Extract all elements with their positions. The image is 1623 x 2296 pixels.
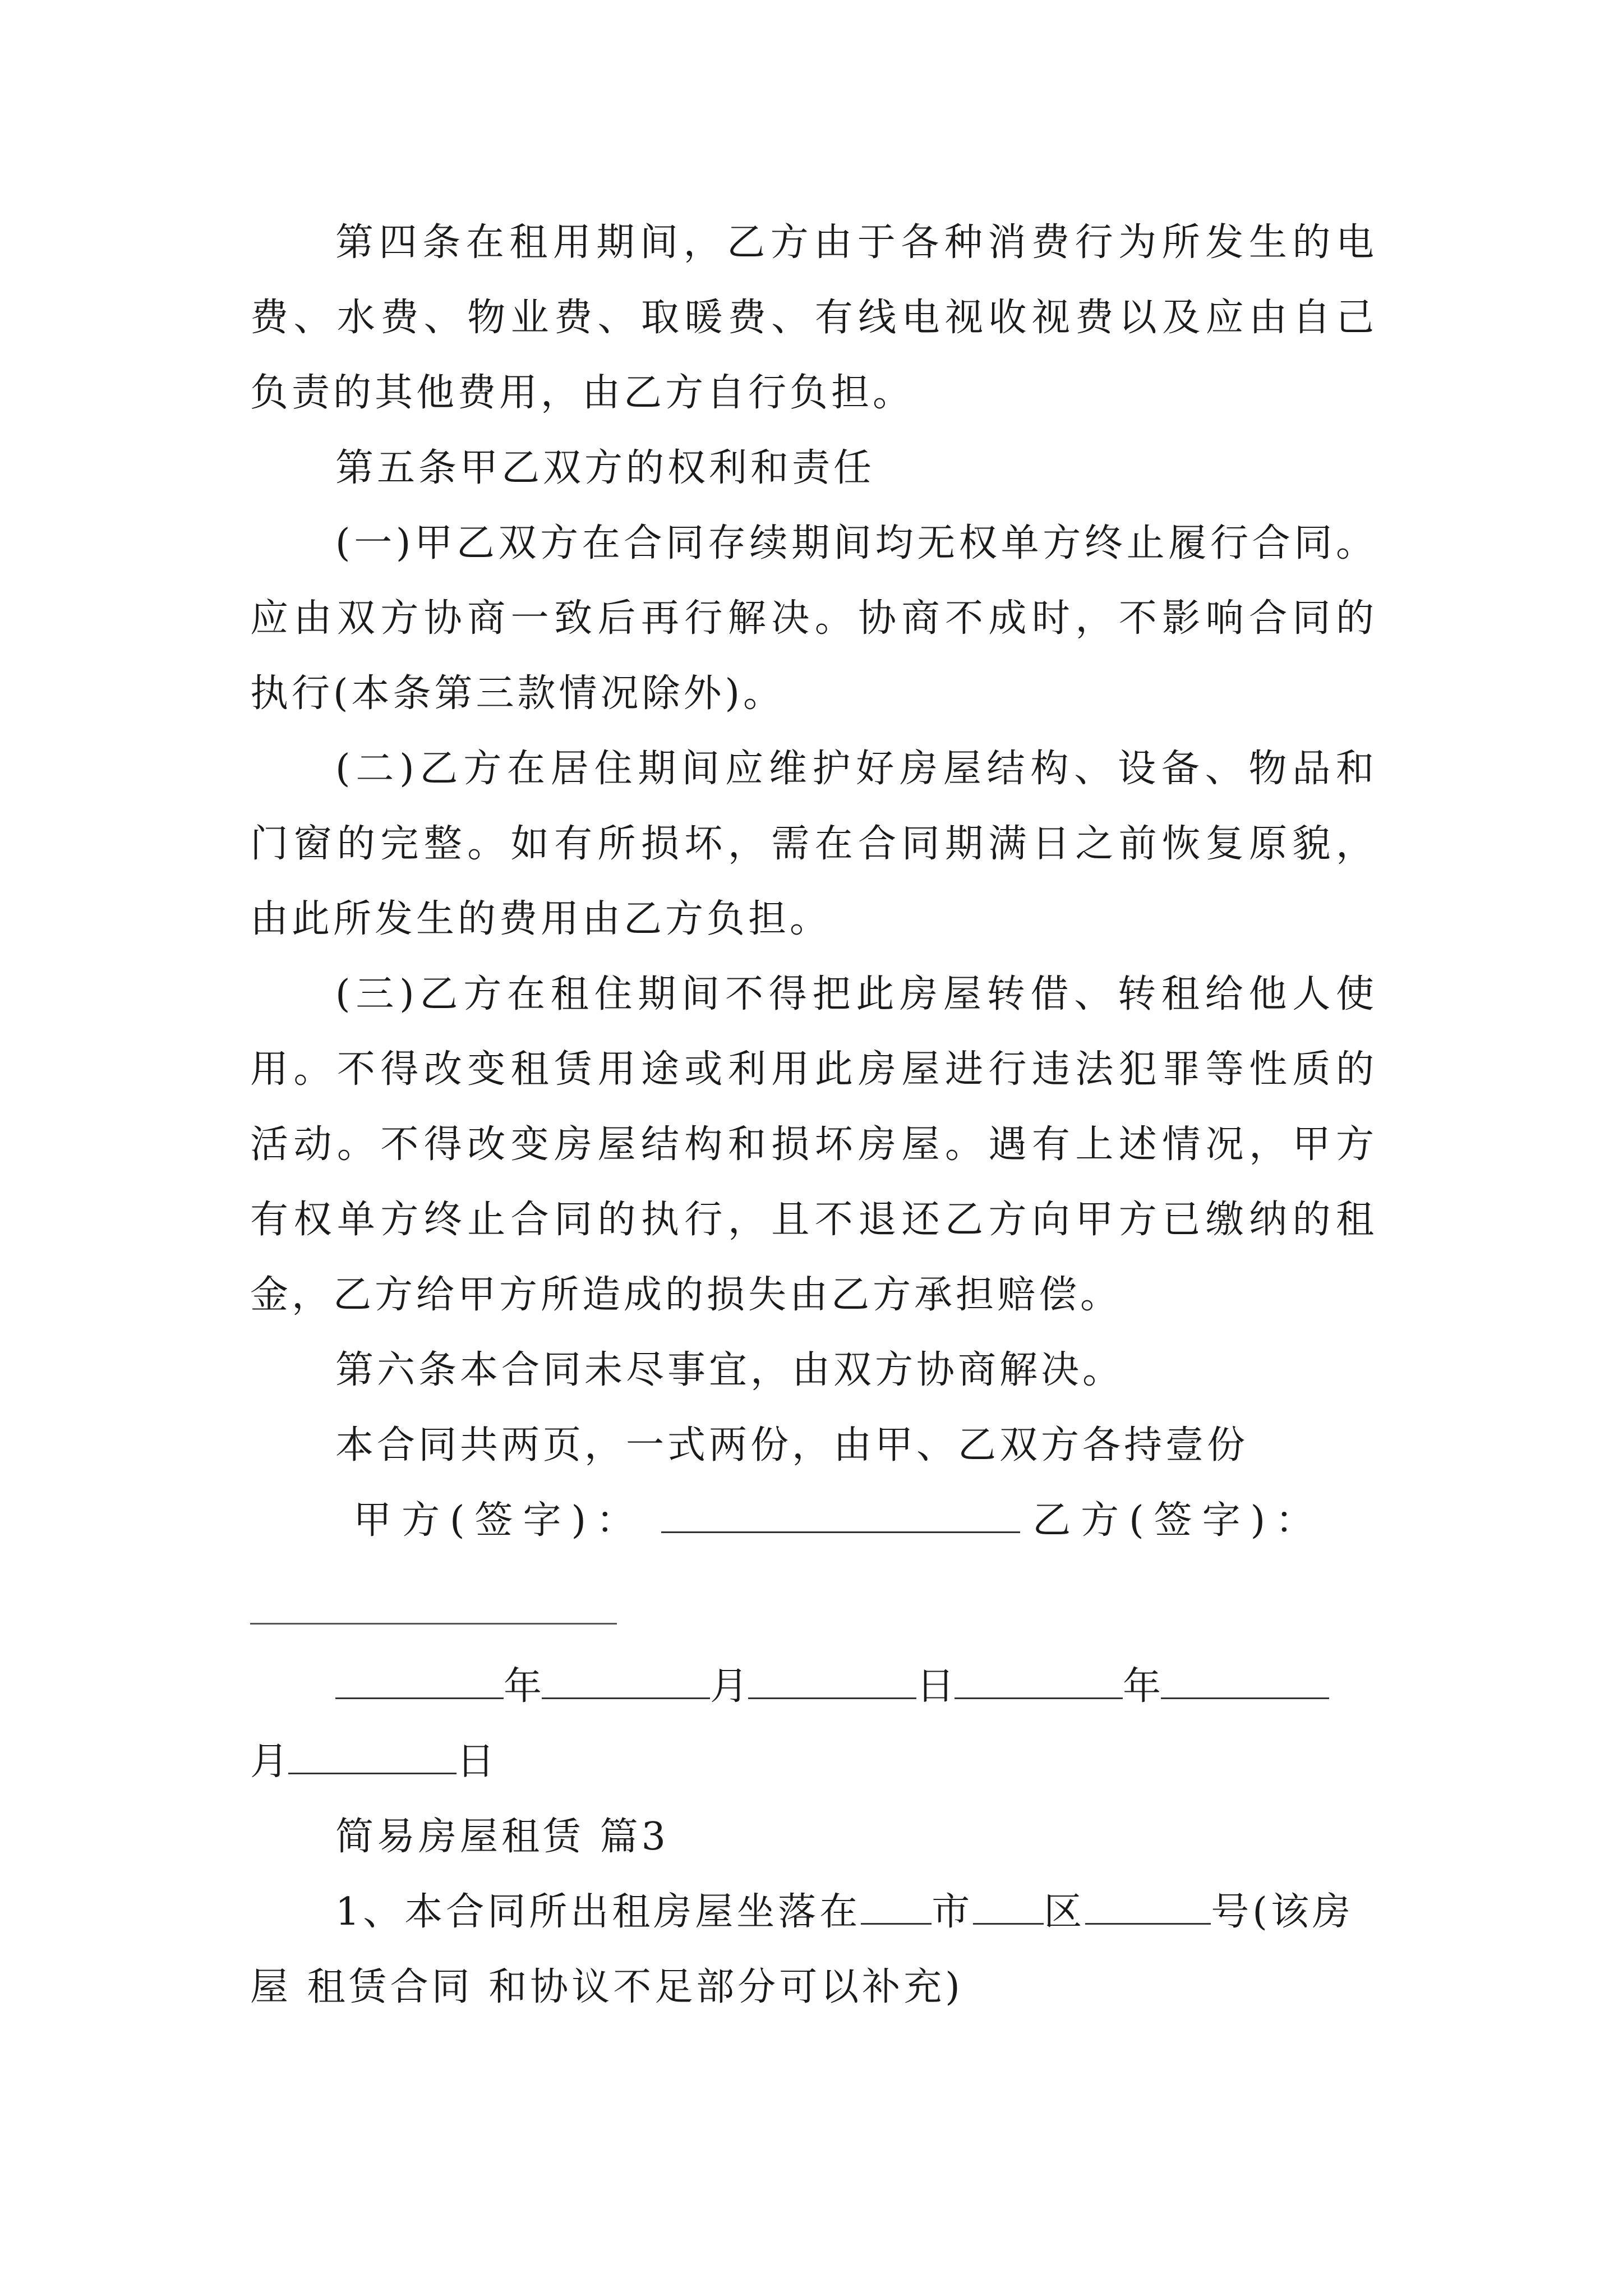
- date-row-1: [335, 1662, 1329, 1712]
- clause-5-1-line-1: (一)甲乙双方在合同存续期间均无权单方终止履行合同。: [335, 521, 1374, 565]
- day-b-blank[interactable]: [288, 1738, 457, 1774]
- party-b-signature-blank[interactable]: [250, 1623, 617, 1625]
- party-b-signature-label: 乙方(签字)：: [1032, 1498, 1324, 1543]
- clause-5-1-line-2: 应由双方协商一致后再行解决。协商不成时，不影响合同的: [250, 596, 1374, 641]
- clause-5-2-line-1: (二)乙方在居住期间应维护好房屋结构、设备、物品和: [335, 747, 1374, 791]
- section-3-item-1-line-2: 屋 租赁合同 和协议不足部分可以补充): [250, 1965, 963, 2009]
- month-a-blank[interactable]: [542, 1663, 710, 1699]
- district-label: 区: [1044, 1890, 1086, 1934]
- section-3-item-1-line-1: [335, 1887, 1354, 1938]
- party-a-signature-blank[interactable]: [661, 1497, 1020, 1533]
- clause-5-2-line-2: 门窗的完整。如有所损坏，需在合同期满日之前恢复原貌，: [250, 822, 1374, 866]
- day-a-label: 日: [916, 1664, 955, 1709]
- year-b-blank[interactable]: [955, 1663, 1123, 1699]
- section-3-heading: 简易房屋租赁 篇3: [335, 1815, 669, 1859]
- city-blank[interactable]: [861, 1888, 932, 1925]
- clause-4-line-1: 第四条在租用期间，乙方由于各种消费行为所发生的电: [335, 220, 1374, 265]
- item-1-text: 1、本合同所出租房屋坐落在: [335, 1890, 861, 1934]
- clause-5-3-line-2: 用。不得改变租赁用途或利用此房屋进行违法犯罪等性质的: [250, 1047, 1374, 1092]
- number-blank[interactable]: [1085, 1888, 1211, 1925]
- clause-6: 第六条本合同未尽事宜，由双方协商解决。: [335, 1348, 1124, 1392]
- month-b-blank[interactable]: [1161, 1663, 1329, 1699]
- party-a-signature-label: 甲方(签字)：: [353, 1498, 645, 1543]
- month-b-label: 月: [250, 1740, 289, 1784]
- signature-row: [353, 1496, 1324, 1546]
- number-label: 号(该房: [1211, 1890, 1354, 1934]
- clause-4-line-2: 费、水费、物业费、取暖费、有线电视收视费以及应由自己: [250, 296, 1374, 340]
- clause-5-3-line-3: 活动。不得改变房屋结构和损坏房屋。遇有上述情况，甲方: [250, 1122, 1374, 1167]
- clause-5-2-line-3: 由此所发生的费用由乙方负担。: [250, 897, 832, 941]
- city-label: 市: [932, 1890, 974, 1934]
- clause-4-line-3: 负责的其他费用，由乙方自行负担。: [250, 371, 915, 415]
- copies-note: 本合同共两页，一式两份，由甲、乙双方各持壹份: [335, 1423, 1249, 1467]
- year-b-label: 年: [1123, 1664, 1161, 1709]
- day-b-label: 日: [457, 1740, 495, 1784]
- clause-5-1-line-3: 执行(本条第三款情况除外)。: [250, 671, 785, 716]
- district-blank[interactable]: [973, 1888, 1044, 1925]
- clause-5-3-line-5: 金，乙方给甲方所造成的损失由乙方承担赔偿。: [250, 1273, 1122, 1317]
- clause-5-3-line-4: 有权单方终止合同的执行，且不退还乙方向甲方已缴纳的租: [250, 1198, 1374, 1242]
- year-a-label: 年: [504, 1664, 542, 1709]
- date-row-2: [250, 1737, 495, 1787]
- clause-5-heading: 第五条甲乙双方的权利和责任: [335, 446, 875, 490]
- year-a-blank[interactable]: [335, 1663, 504, 1699]
- clause-5-3-line-1: (三)乙方在租住期间不得把此房屋转借、转租给他人使: [335, 972, 1374, 1016]
- month-a-label: 月: [710, 1664, 749, 1709]
- day-a-blank[interactable]: [748, 1663, 916, 1699]
